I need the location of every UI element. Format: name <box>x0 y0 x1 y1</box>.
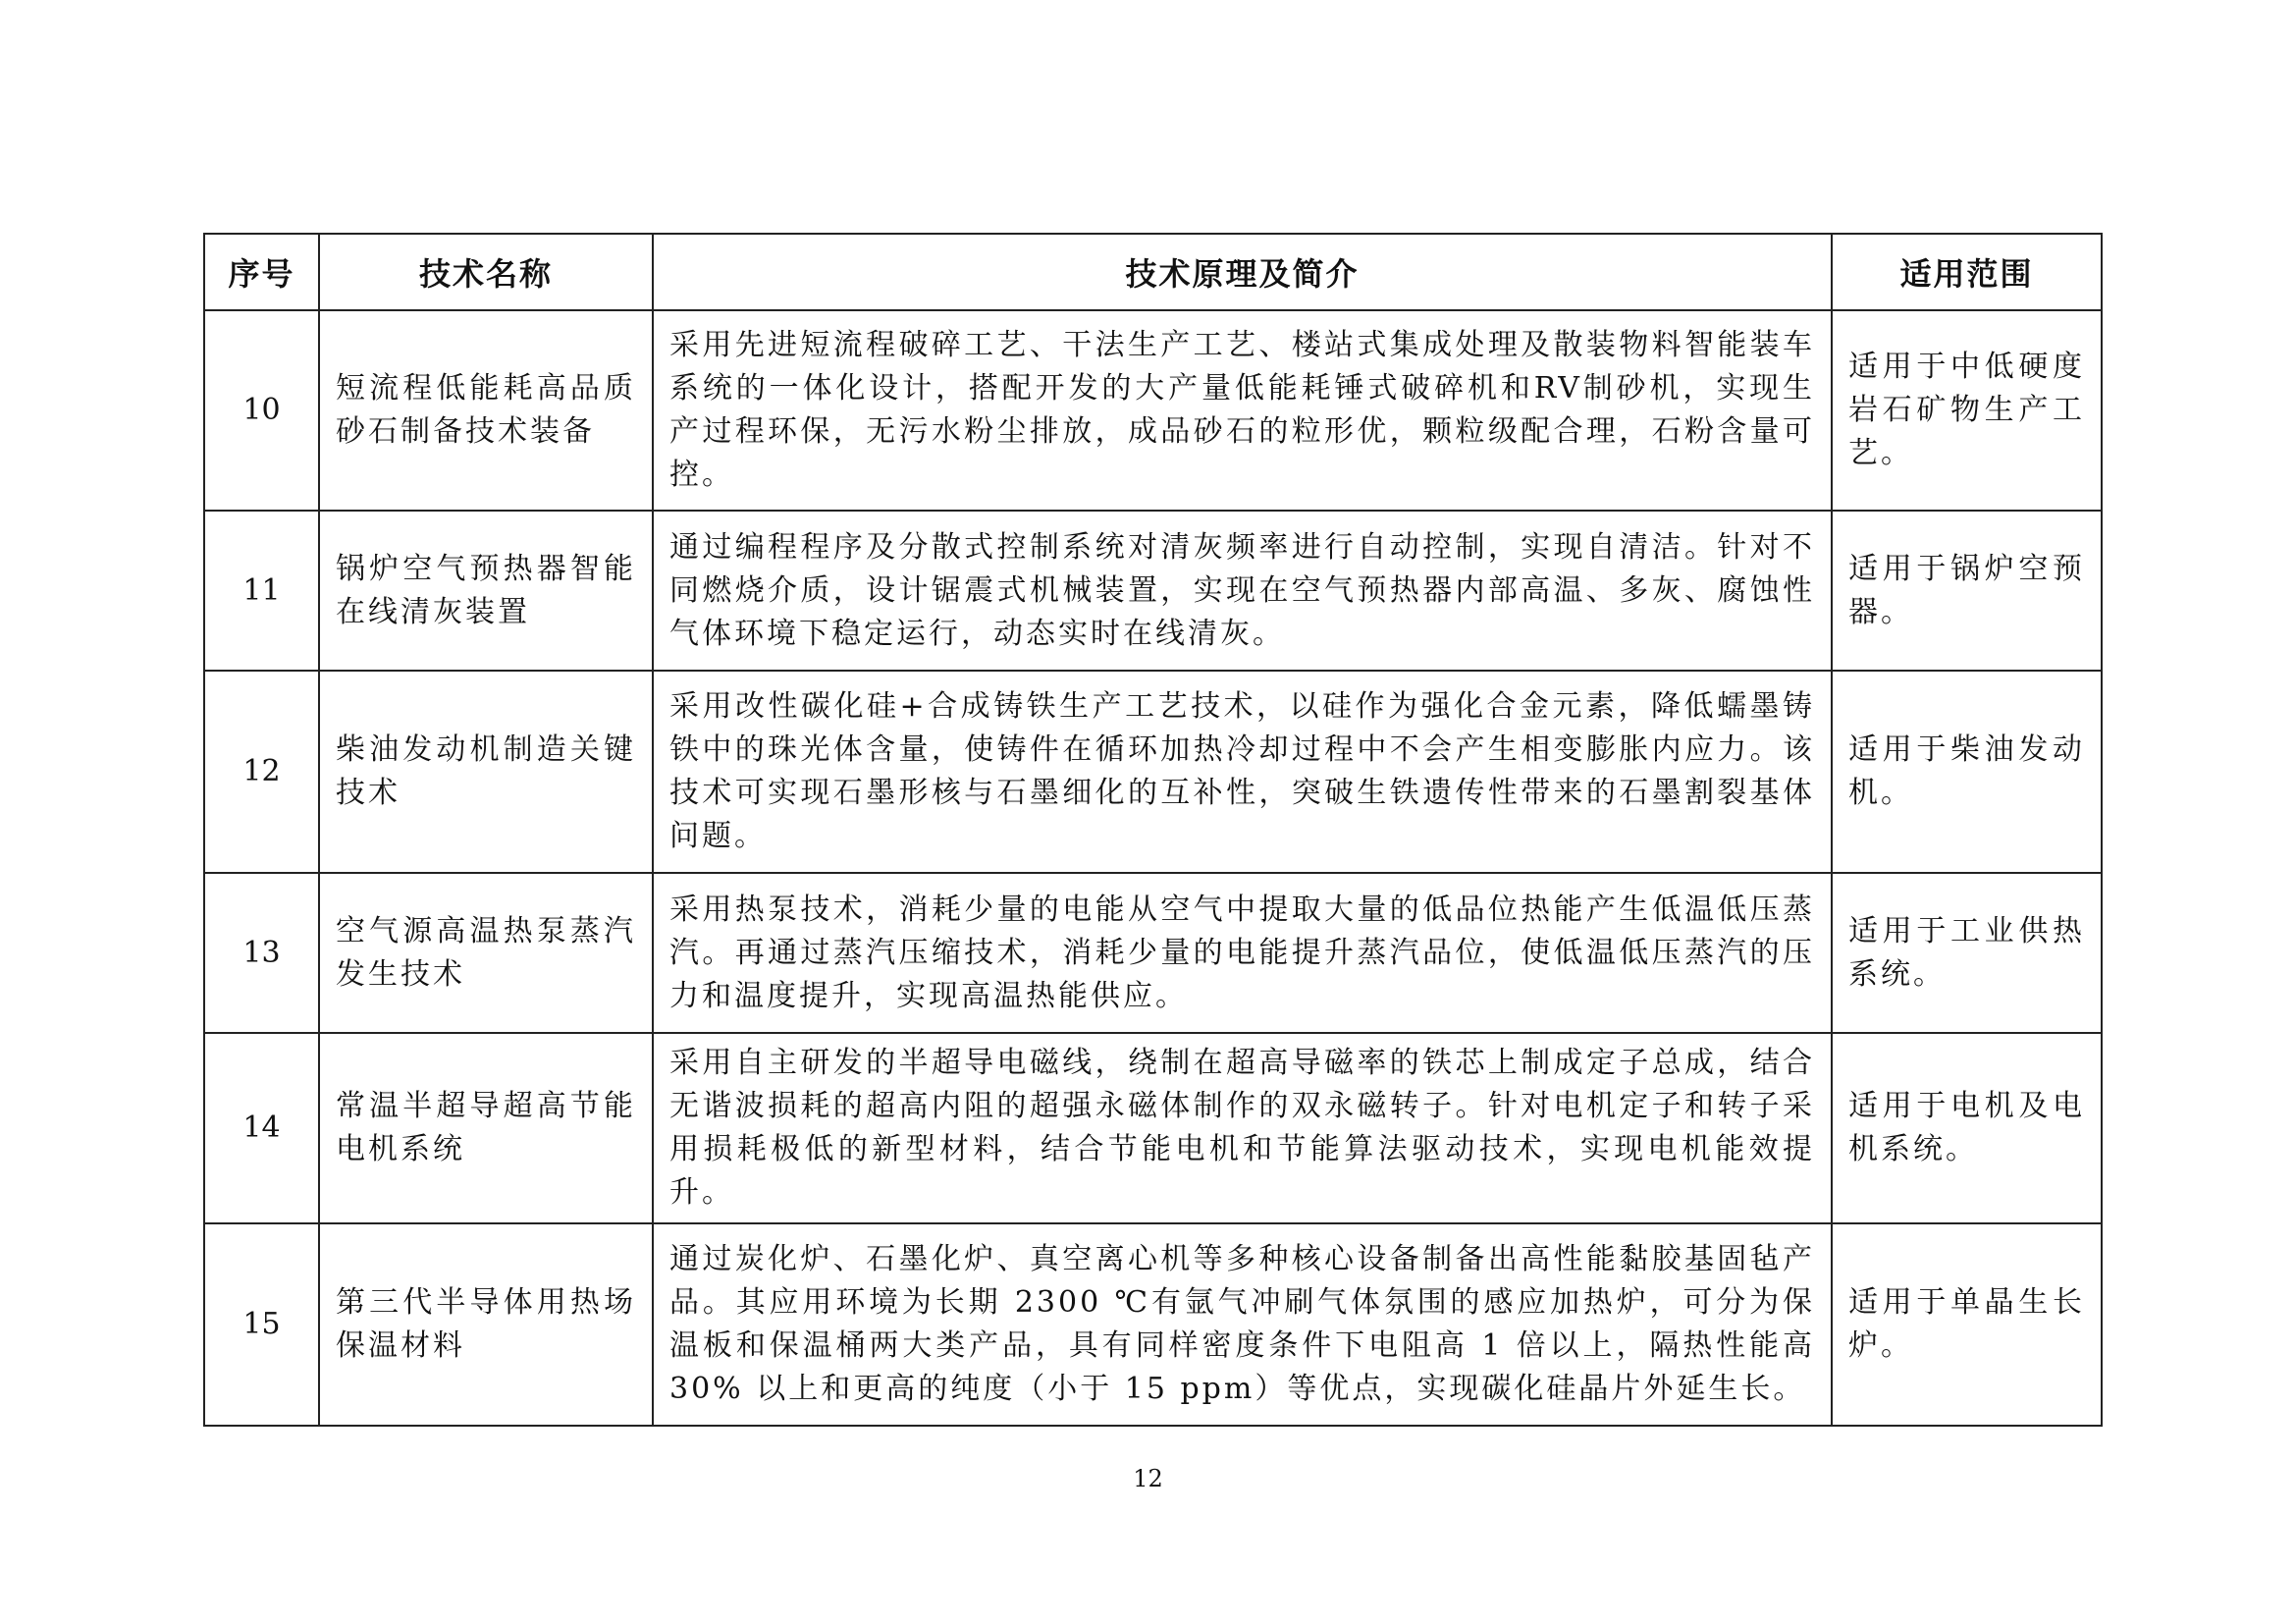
table-row <box>204 1033 2102 1223</box>
technology-table <box>203 233 2103 1427</box>
table-row <box>204 873 2102 1033</box>
table-row <box>204 671 2102 873</box>
row-seq: 11 <box>204 511 319 671</box>
row-seq: 10 <box>204 310 319 511</box>
header-name: 技术名称 <box>319 234 653 310</box>
row-desc: 采用自主研发的半超导电磁线，绕制在超高导磁率的铁芯上制成定子总成，结合无谐波损耗的超高内阻的超强永磁体制作的双永磁转子。针对电机定子和转子采用损耗极低的新型材料，结合节能电机和节能算法驱动技术，实现电机能效提升。 <box>653 1033 1832 1223</box>
row-scope: 适用于工业供热系统。 <box>1832 873 2102 1033</box>
row-scope: 适用于电机及电机系统。 <box>1832 1033 2102 1223</box>
row-name: 常温半超导超高节能电机系统 <box>319 1033 653 1223</box>
row-scope: 适用于锅炉空预器。 <box>1832 511 2102 671</box>
row-seq: 12 <box>204 671 319 873</box>
row-desc: 通过编程程序及分散式控制系统对清灰频率进行自动控制，实现自清洁。针对不同燃烧介质，设计锯震式机械装置，实现在空气预热器内部高温、多灰、腐蚀性气体环境下稳定运行，动态实时在线清灰。 <box>653 511 1832 671</box>
row-seq: 15 <box>204 1223 319 1426</box>
row-desc: 采用改性碳化硅+合成铸铁生产工艺技术，以硅作为强化合金元素，降低蠕墨铸铁中的珠光体含量，使铸件在循环加热冷却过程中不会产生相变膨胀内应力。该技术可实现石墨形核与石墨细化的互补性，突破生铁遗传性带来的石墨割裂基体问题。 <box>653 671 1832 873</box>
table-row <box>204 310 2102 511</box>
row-desc: 通过炭化炉、石墨化炉、真空离心机等多种核心设备制备出高性能黏胶基固毡产品。其应用环境为长期 2300 ℃有氩气冲刷气体氛围的感应加热炉，可分为保温板和保温桶两大类产品，具有同样密度条件下电阻高 1 倍以上，隔热性能高 30% 以上和更高的纯度（小于 15 ppm）等优点，实现碳化硅晶片外延生长。 <box>653 1223 1832 1426</box>
row-name: 柴油发动机制造关键技术 <box>319 671 653 873</box>
row-seq: 13 <box>204 873 319 1033</box>
row-desc: 采用热泵技术，消耗少量的电能从空气中提取大量的低品位热能产生低温低压蒸汽。再通过蒸汽压缩技术，消耗少量的电能提升蒸汽品位，使低温低压蒸汽的压力和温度提升，实现高温热能供应。 <box>653 873 1832 1033</box>
table-header-row <box>204 234 2102 310</box>
table-row <box>204 1223 2102 1426</box>
row-scope: 适用于柴油发动机。 <box>1832 671 2102 873</box>
row-scope: 适用于单晶生长炉。 <box>1832 1223 2102 1426</box>
row-seq: 14 <box>204 1033 319 1223</box>
row-name: 锅炉空气预热器智能在线清灰装置 <box>319 511 653 671</box>
row-name: 短流程低能耗高品质砂石制备技术装备 <box>319 310 653 511</box>
table-row <box>204 511 2102 671</box>
header-scope: 适用范围 <box>1832 234 2102 310</box>
header-seq: 序号 <box>204 234 319 310</box>
row-name: 空气源高温热泵蒸汽发生技术 <box>319 873 653 1033</box>
row-name: 第三代半导体用热场保温材料 <box>319 1223 653 1426</box>
row-scope: 适用于中低硬度岩石矿物生产工艺。 <box>1832 310 2102 511</box>
page-number: 12 <box>1133 1465 1163 1492</box>
row-desc: 采用先进短流程破碎工艺、干法生产工艺、楼站式集成处理及散装物料智能装车系统的一体化设计，搭配开发的大产量低能耗锤式破碎机和RV制砂机，实现生产过程环保，无污水粉尘排放，成品砂石的粒形优，颗粒级配合理，石粉含量可控。 <box>653 310 1832 511</box>
header-desc: 技术原理及简介 <box>653 234 1832 310</box>
